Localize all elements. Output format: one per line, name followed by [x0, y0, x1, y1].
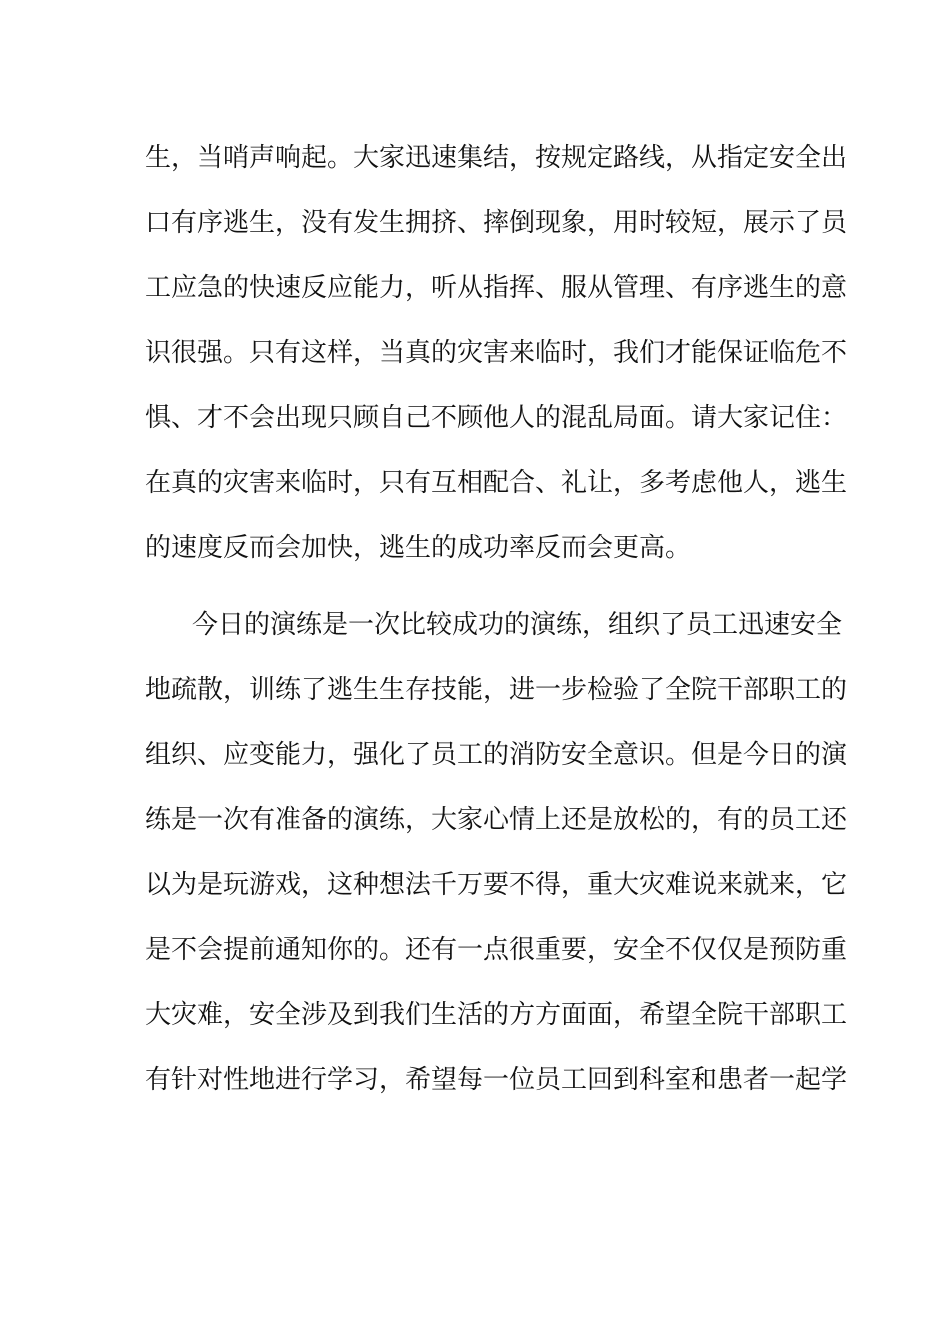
- text-line: 有针对性地进行学习，希望每一位员工回到科室和患者一起学: [145, 1065, 848, 1095]
- text-line: 在真的灾害来临时，只有互相配合、礼让，多考虑他人，逃生: [145, 468, 848, 498]
- text-line: 地疏散，训练了逃生生存技能，进一步检验了全院干部职工的: [145, 675, 848, 705]
- paragraph-1: [145, 126, 848, 581]
- text-line: 以为是玩游戏，这种想法千万要不得，重大灾难说来就来，它: [145, 870, 848, 900]
- paragraph-2: [145, 593, 848, 1113]
- paragraph-gap: [145, 581, 805, 593]
- document-body: [145, 126, 848, 1113]
- text-line: 的速度反而会加快，逃生的成功率反而会更高。: [145, 533, 692, 563]
- text-line: 组织、应变能力，强化了员工的消防安全意识。但是今日的演: [145, 740, 848, 770]
- text-line: 生，当哨声响起。大家迅速集结，按规定路线，从指定安全出: [145, 143, 848, 173]
- text-line: 惧、才不会出现只顾自己不顾他人的混乱局面。请大家记住：: [145, 403, 848, 433]
- text-line: 大灾难，安全涉及到我们生活的方方面面，希望全院干部职工: [145, 1000, 848, 1030]
- text-line: 今日的演练是一次比较成功的演练，组织了员工迅速安全: [192, 610, 843, 640]
- text-line: 识很强。只有这样，当真的灾害来临时，我们才能保证临危不: [145, 338, 848, 368]
- text-line: 练是一次有准备的演练，大家心情上还是放松的，有的员工还: [145, 805, 848, 835]
- text-line: 工应急的快速反应能力，听从指挥、服从管理、有序逃生的意: [145, 273, 848, 303]
- text-line: 口有序逃生，没有发生拥挤、摔倒现象，用时较短，展示了员: [145, 208, 848, 238]
- text-line: 是不会提前通知你的。还有一点很重要，安全不仅仅是预防重: [145, 935, 848, 965]
